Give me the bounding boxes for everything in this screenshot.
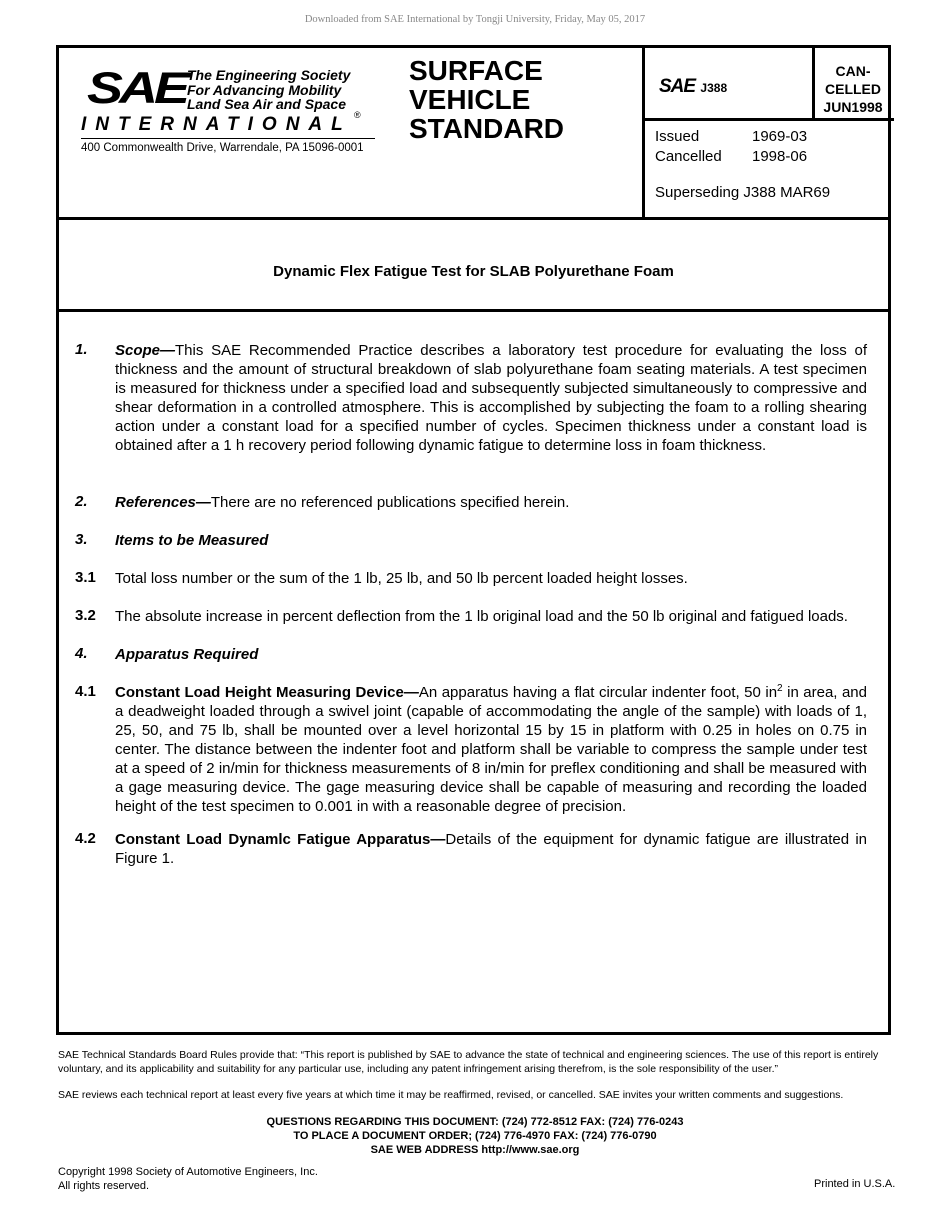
section-heading: Scope— bbox=[115, 342, 176, 359]
standard-type bbox=[409, 56, 564, 143]
section-heading: Apparatus Required bbox=[115, 646, 259, 663]
section-number: 1. bbox=[75, 341, 88, 358]
sae-logo: SAE bbox=[87, 63, 187, 113]
web-address: SAE WEB ADDRESS http://www.sae.org bbox=[370, 1144, 580, 1156]
copyright-line: Copyright 1998 Society of Automotive Engineers, Inc. bbox=[58, 1166, 318, 1178]
section-body: An apparatus having a flat circular indenter foot, 50 in bbox=[418, 684, 778, 701]
section-number: 2. bbox=[75, 493, 88, 510]
doc-number-text: J388 bbox=[700, 81, 728, 95]
section-heading: References— bbox=[115, 494, 211, 511]
document-frame bbox=[56, 45, 891, 1035]
section-number: 3.2 bbox=[75, 607, 96, 624]
section-text bbox=[115, 341, 867, 455]
standard-type-line-3: STANDARD bbox=[409, 113, 565, 144]
header-divider bbox=[642, 48, 645, 217]
printed-in: Printed in U.S.A. bbox=[814, 1178, 896, 1190]
section-body-cont: in area, and a deadweight loaded through a swivel joint (capable of accommodating the angle of the sample) with loads of 1, 25, 50, and 75 lb, shall be mounted over a level horizontal 15 by 15 in platform with 0.25 in holes on 0.75 in center. The distance between the indenter foot and platform shall be variable to compress the sample under test at a speed of 2 in/min for thickness measurements of 8 in/min for preflex conditioning and shall be measured with a gage measuring device. The gage measuring device shall be capable of measuring and recording the loaded height of the test specimen to 0.001 in with a reasonable degree of precision. bbox=[115, 684, 867, 815]
cancel-line-1: CAN- bbox=[835, 63, 871, 79]
superseding: Superseding J388 MAR69 bbox=[655, 184, 831, 201]
section-body: This SAE Recommended Practice describes a laboratory test procedure for evaluating the loss of thickness and the amount of structural breakdown of slab polyurethane foam seating materials. A test specimen is measured for thickness under a specified load and subsequently subjected simultaneously to compressive and shear deformation in a controlled atmosphere. This is accomplished by subjecting the foam to a rolling shearing action under a constant load for a specified number of cycles. Specimen thickness under a constant load is obtained after a 1 h recovery period following dynamic fatigue to determine loss in foam thickness. bbox=[115, 342, 867, 454]
issued-label: Issued bbox=[655, 128, 700, 145]
rights-line: All rights reserved. bbox=[58, 1180, 150, 1192]
cancel-line-2: CELLED bbox=[825, 81, 881, 97]
issued-value: 1969-03 bbox=[752, 128, 808, 145]
contact-block bbox=[0, 1115, 950, 1157]
section-number: 4.2 bbox=[75, 830, 96, 847]
cancelled-label: Cancelled bbox=[655, 148, 722, 165]
section-body: There are no referenced publications specified herein. bbox=[210, 494, 570, 511]
header-hline bbox=[642, 118, 894, 121]
copyright-block bbox=[58, 1165, 318, 1193]
standard-type-line-1: SURFACE bbox=[409, 55, 543, 86]
address: 400 Commonwealth Drive, Warrendale, PA 15096-0001 bbox=[81, 142, 364, 154]
header-row bbox=[59, 48, 888, 220]
document-title: Dynamic Flex Fatigue Test for SLAB Polyurethane Foam bbox=[273, 263, 674, 280]
section-text bbox=[115, 493, 867, 512]
sae-logo-block bbox=[79, 64, 409, 174]
international-wordmark: INTERNATIONAL bbox=[81, 114, 375, 139]
society-tagline bbox=[187, 68, 350, 112]
section-body: Total loss number or the sum of the 1 lb, 25 lb, and 50 lb percent loaded height losses. bbox=[115, 570, 688, 587]
cancelled-stamp bbox=[815, 62, 891, 116]
tagline-line-1: The Engineering Society bbox=[187, 67, 351, 83]
title-row bbox=[59, 217, 888, 312]
section-number: 4. bbox=[75, 645, 88, 662]
section-heading: Constant Load Dynamlc Fatigue Apparatus— bbox=[115, 831, 446, 848]
dates-block bbox=[655, 127, 807, 167]
cancelled-value: 1998-06 bbox=[752, 148, 808, 165]
standard-type-line-2: VEHICLE bbox=[409, 84, 531, 115]
section-text bbox=[115, 830, 867, 868]
order-line: TO PLACE A DOCUMENT ORDER; (724) 776-4970 FAX: (724) 776-0790 bbox=[293, 1130, 657, 1142]
section-heading: Items to be Measured bbox=[115, 532, 269, 549]
section-body: The absolute increase in percent deflection from the 1 lb original load and the 50 lb original and fatigued loads. bbox=[115, 608, 848, 625]
section-number: 3. bbox=[75, 531, 88, 548]
section-heading: Constant Load Height Measuring Device— bbox=[115, 684, 419, 701]
board-rules: SAE Technical Standards Board Rules provide that: “This report is published by SAE to advance the state of technical and engineering sciences. The use of this report is entirely voluntary, and its applicability and suitability for any particular use, including any patent infringement arising therefrom, is the sole responsibility of the user.” bbox=[58, 1049, 879, 1075]
doc-sae-logo: SAE bbox=[659, 76, 696, 97]
section-text bbox=[115, 683, 867, 816]
review-notice: SAE reviews each technical report at least every five years at which time it may be reaffirmed, revised, or cancelled. SAE invites your written comments and suggestions. bbox=[58, 1089, 844, 1101]
superscript: 2 bbox=[777, 683, 783, 694]
tagline-line-3: Land Sea Air and Space bbox=[187, 96, 346, 112]
tagline-line-2: For Advancing Mobility bbox=[187, 81, 342, 98]
questions-line: QUESTIONS REGARDING THIS DOCUMENT: (724) 772-8512 FAX: (724) 776-0243 bbox=[266, 1116, 684, 1128]
cancel-line-3: JUN1998 bbox=[823, 99, 883, 115]
section-number: 3.1 bbox=[75, 569, 96, 586]
document-number bbox=[659, 76, 727, 98]
section-body: Details of the equipment for dynamic fatigue are illustrated in Figure 1. bbox=[115, 831, 868, 867]
section-number: 4.1 bbox=[75, 683, 96, 700]
registered-mark: ® bbox=[354, 110, 361, 120]
download-notice: Downloaded from SAE International by Tongji University, Friday, May 05, 2017 bbox=[304, 14, 646, 25]
